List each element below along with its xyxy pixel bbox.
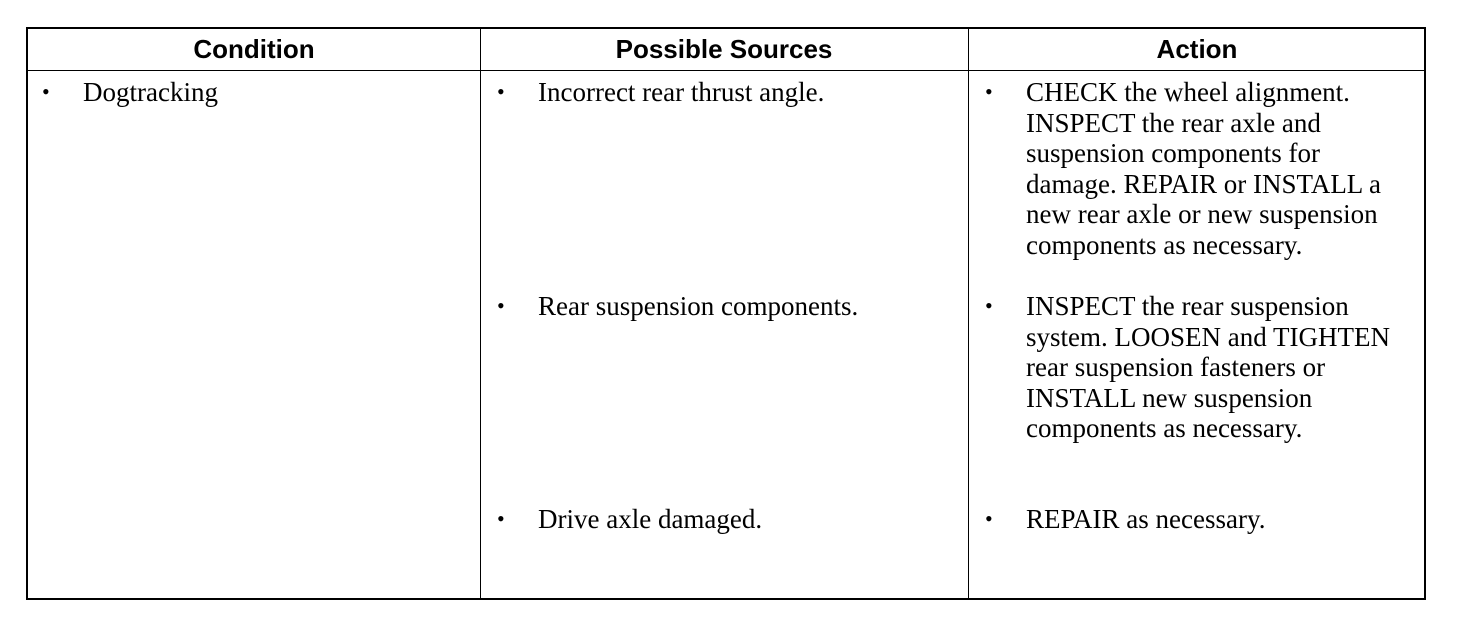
header-possible-sources: Possible Sources — [615, 34, 833, 64]
action-text: CHECK the wheel alignment. INSPECT the rear axle and suspension components for damage. REPAIR or INSTALL a new rear axle or new suspension components as necessary. — [1026, 77, 1382, 260]
header-condition: Condition — [193, 34, 315, 64]
source-text: Drive axle damaged. — [538, 504, 763, 534]
bullet-icon: • — [497, 293, 505, 318]
header-divider — [28, 70, 1424, 71]
condition-text: Dogtracking — [83, 77, 218, 107]
bullet-icon: • — [985, 79, 993, 104]
column-divider — [968, 29, 969, 598]
bullet-icon: • — [497, 79, 505, 104]
bullet-icon: • — [985, 506, 993, 531]
source-text: Rear suspension components. — [538, 291, 859, 321]
source-text: Incorrect rear thrust angle. — [538, 77, 825, 107]
action-text: REPAIR as necessary. — [1026, 504, 1266, 534]
diagnosis-table — [26, 27, 1426, 600]
bullet-icon: • — [42, 79, 50, 104]
bullet-icon: • — [985, 293, 993, 318]
action-text: INSPECT the rear suspension system. LOOSEN and TIGHTEN rear suspension fasteners or INSTALL new suspension components as necessary. — [1026, 291, 1390, 443]
bullet-icon: • — [497, 506, 505, 531]
column-divider — [480, 29, 481, 598]
header-action: Action — [1156, 34, 1238, 64]
